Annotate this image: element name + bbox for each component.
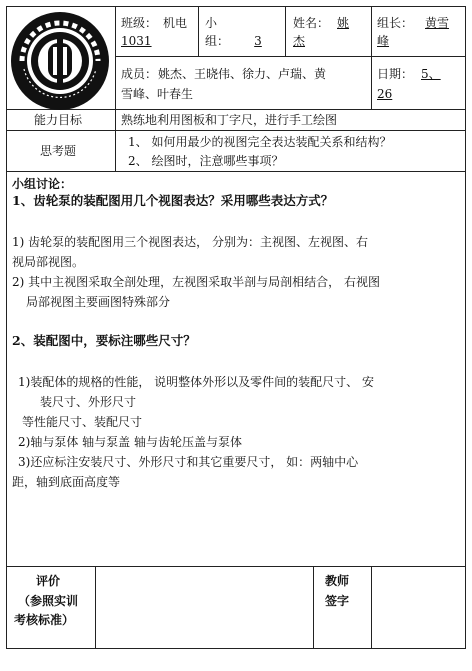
size-answer-2: 2)轴与泵体 轴与泵盖 轴与齿轮压盖与泵体 bbox=[18, 435, 242, 449]
leader-value-2: 峰 bbox=[377, 34, 390, 48]
size-answer-1-line-1: 1)装配体的规格的性能， 说明整体外形以及零件间的装配尺寸、 安 bbox=[18, 375, 374, 389]
size-answer-1-line-2: 装尺寸、外形尺寸 bbox=[40, 395, 137, 409]
logo-col-divider bbox=[115, 6, 116, 131]
thinking-label: 思考题 bbox=[40, 144, 77, 158]
table-border-right bbox=[465, 6, 466, 649]
header-divider-3 bbox=[371, 6, 372, 110]
header-row-divider bbox=[115, 56, 465, 57]
thinking-row-divider bbox=[6, 171, 465, 172]
evaluation-label-2: （参照实训 bbox=[18, 594, 79, 608]
evaluation-label-3: 考核标准） bbox=[14, 613, 75, 627]
size-answer-3-line-2: 距，轴到底面高度等 bbox=[12, 475, 121, 489]
table-border-bottom bbox=[6, 648, 465, 649]
table-border-left bbox=[6, 6, 7, 649]
discussion-question-1: 1、齿轮泵的装配图用几个视图表达？采用哪些表达方式？ bbox=[12, 193, 334, 208]
class-value: 机电 bbox=[163, 16, 188, 30]
label-col-divider bbox=[115, 130, 116, 172]
date-value-1: 5、 bbox=[421, 67, 441, 81]
name-value-1: 姚 bbox=[337, 16, 350, 30]
footer-divider-1 bbox=[95, 566, 96, 649]
header-divider-1 bbox=[198, 6, 199, 57]
answer-2-line-2: 局部视图主要画图特殊部分 bbox=[26, 295, 171, 309]
members-line-2: 雪峰、叶春生 bbox=[121, 87, 194, 101]
answer-2-line-1: 2) 其中主视图采取全剖处理，左视图采取半剖与局剖相结合， 右视图 bbox=[12, 275, 380, 289]
name-label: 姓名： bbox=[293, 16, 330, 30]
group-value: 3 bbox=[254, 34, 262, 48]
evaluation-label-1: 评价 bbox=[36, 574, 61, 588]
teacher-sign-label-1: 教师 bbox=[325, 574, 350, 588]
name-value-2: 杰 bbox=[293, 34, 306, 48]
ability-text: 熟练地利用图板和丁字尺，进行手工绘图 bbox=[121, 113, 338, 127]
members-line-1: 姚杰、王晓伟、徐力、卢瑞、黄 bbox=[158, 67, 327, 81]
date-label: 日期： bbox=[377, 67, 414, 81]
class-value-2: 1031 bbox=[121, 34, 152, 48]
members-label: 成员： bbox=[121, 67, 158, 81]
size-answer-3-line-1: 3)还应标注安装尺寸、外形尺寸和其它重要尺寸， 如：两轴中心 bbox=[18, 455, 359, 469]
discussion-question-2: 2、装配图中，要标注哪些尺寸？ bbox=[12, 333, 196, 348]
size-answer-1-line-3: 等性能尺寸、装配尺寸 bbox=[22, 415, 143, 429]
footer-divider-2 bbox=[313, 566, 314, 649]
teacher-sign-label-2: 签字 bbox=[325, 594, 350, 608]
leader-value-1: 黄雪 bbox=[425, 16, 450, 30]
leader-label: 组长： bbox=[377, 16, 414, 30]
date-value-2: 26 bbox=[377, 87, 393, 101]
header-divider-2 bbox=[285, 6, 286, 57]
discussion-title: 小组讨论： bbox=[12, 177, 73, 191]
table-border-top bbox=[6, 6, 465, 7]
group-label-2: 组： bbox=[205, 34, 230, 48]
answer-1-line-2: 视局部视图。 bbox=[12, 255, 85, 269]
school-logo bbox=[8, 9, 112, 113]
ability-row-divider bbox=[6, 130, 465, 131]
class-label: 班级： bbox=[121, 16, 158, 30]
group-label-1: 小 bbox=[205, 16, 218, 30]
answer-1-line-1: 1) 齿轮泵的装配图用三个视图表达， 分别为：主视图、左视图、右 bbox=[12, 235, 368, 249]
footer-divider-3 bbox=[371, 566, 372, 649]
ability-label: 能力目标 bbox=[34, 113, 83, 127]
thinking-question-2: 2、 绘图时，注意哪些事项？ bbox=[128, 154, 284, 168]
thinking-question-1: 1、 如何用最少的视图完全表达装配关系和结构？ bbox=[128, 135, 392, 149]
discussion-bottom-divider bbox=[6, 566, 465, 567]
